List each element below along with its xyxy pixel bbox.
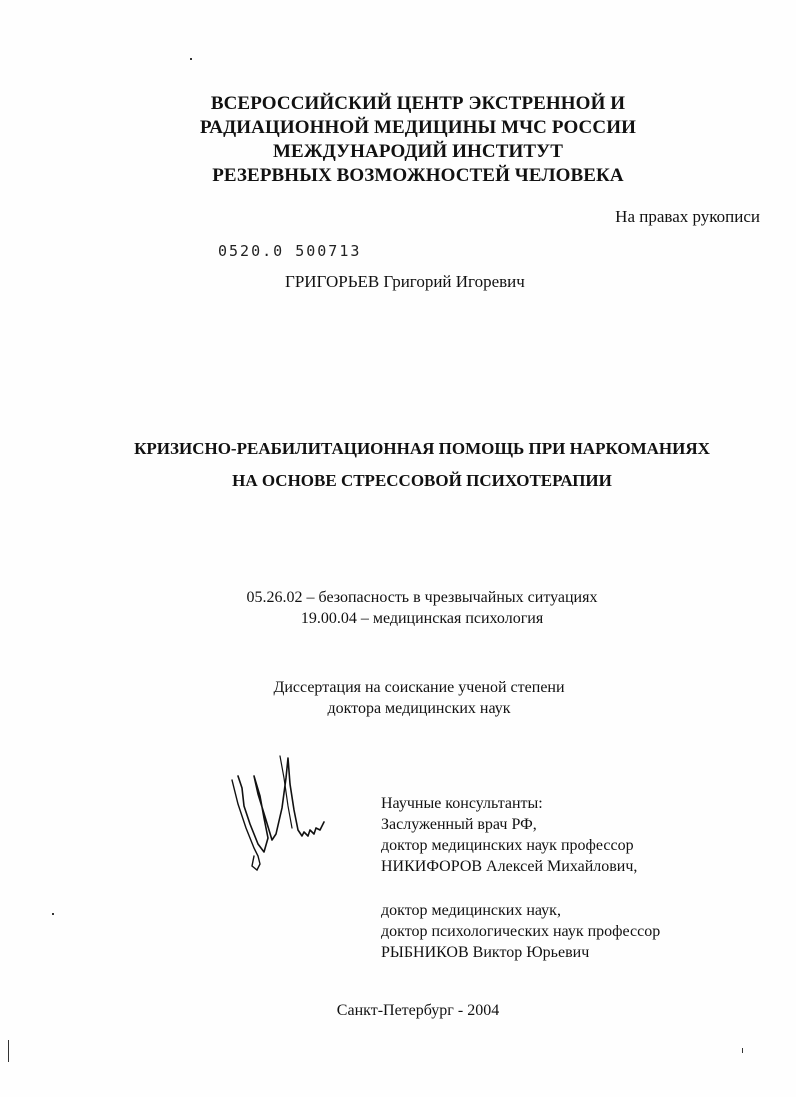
city-year: Санкт-Петербург - 2004 [336, 1002, 500, 1019]
dissertation-degree [0, 677, 796, 719]
specialty-line: 19.00.04 – медицинская психология [300, 610, 544, 627]
consultant-line: Заслуженный врач РФ, [381, 816, 537, 833]
degree-line: Диссертация на соискание ученой степени [273, 679, 565, 696]
org-line: РЕЗЕРВНЫХ ВОЗМОЖНОСТЕЙ ЧЕЛОВЕКА [212, 165, 624, 186]
consultant-line: доктор психологических наук профессор [381, 923, 661, 940]
org-line: ВСЕРОССИЙСКИЙ ЦЕНТР ЭКСТРЕННОЙ И [210, 93, 626, 114]
rights-note: На правах рукописи [615, 207, 760, 226]
scan-speck [8, 1040, 9, 1062]
org-line: РАДИАЦИОННОЙ МЕДИЦИНЫ МЧС РОССИИ [200, 117, 636, 138]
dissertation-title [0, 433, 796, 497]
consultant-line: доктор медицинских наук, [381, 902, 561, 919]
consultant-line: РЫБНИКОВ Виктор Юрьевич [381, 944, 590, 961]
consultants-block [381, 793, 781, 963]
consultant-line: НИКИФОРОВ Алексей Михайлович, [381, 858, 638, 875]
consultants-heading: Научные консультанты: [381, 795, 543, 812]
signature-image [224, 748, 334, 873]
title-line: НА ОСНОВЕ СТРЕССОВОЙ ПСИХОТЕРАПИИ [232, 471, 612, 490]
scan-speck [190, 58, 192, 60]
author-name: ГРИГОРЬЕВ Григорий Игоревич [285, 272, 525, 291]
consultant-line: доктор медицинских наук профессор [381, 837, 634, 854]
specialties [0, 587, 796, 629]
spacer [381, 877, 781, 900]
catalog-code: 0520.0 500713 [218, 242, 362, 260]
specialty-line: 05.26.02 – безопасность в чрезвычайных ситуациях [246, 589, 598, 606]
org-line: МЕЖДУНАРОДИЙ ИНСТИТУТ [273, 141, 563, 162]
scan-speck [52, 913, 54, 915]
degree-line: доктора медицинских наук [327, 700, 511, 717]
title-line: КРИЗИСНО-РЕАБИЛИТАЦИОННАЯ ПОМОЩЬ ПРИ НАРКОМАНИЯХ [134, 439, 710, 458]
organization-header [0, 92, 796, 188]
scan-speck [742, 1048, 743, 1053]
